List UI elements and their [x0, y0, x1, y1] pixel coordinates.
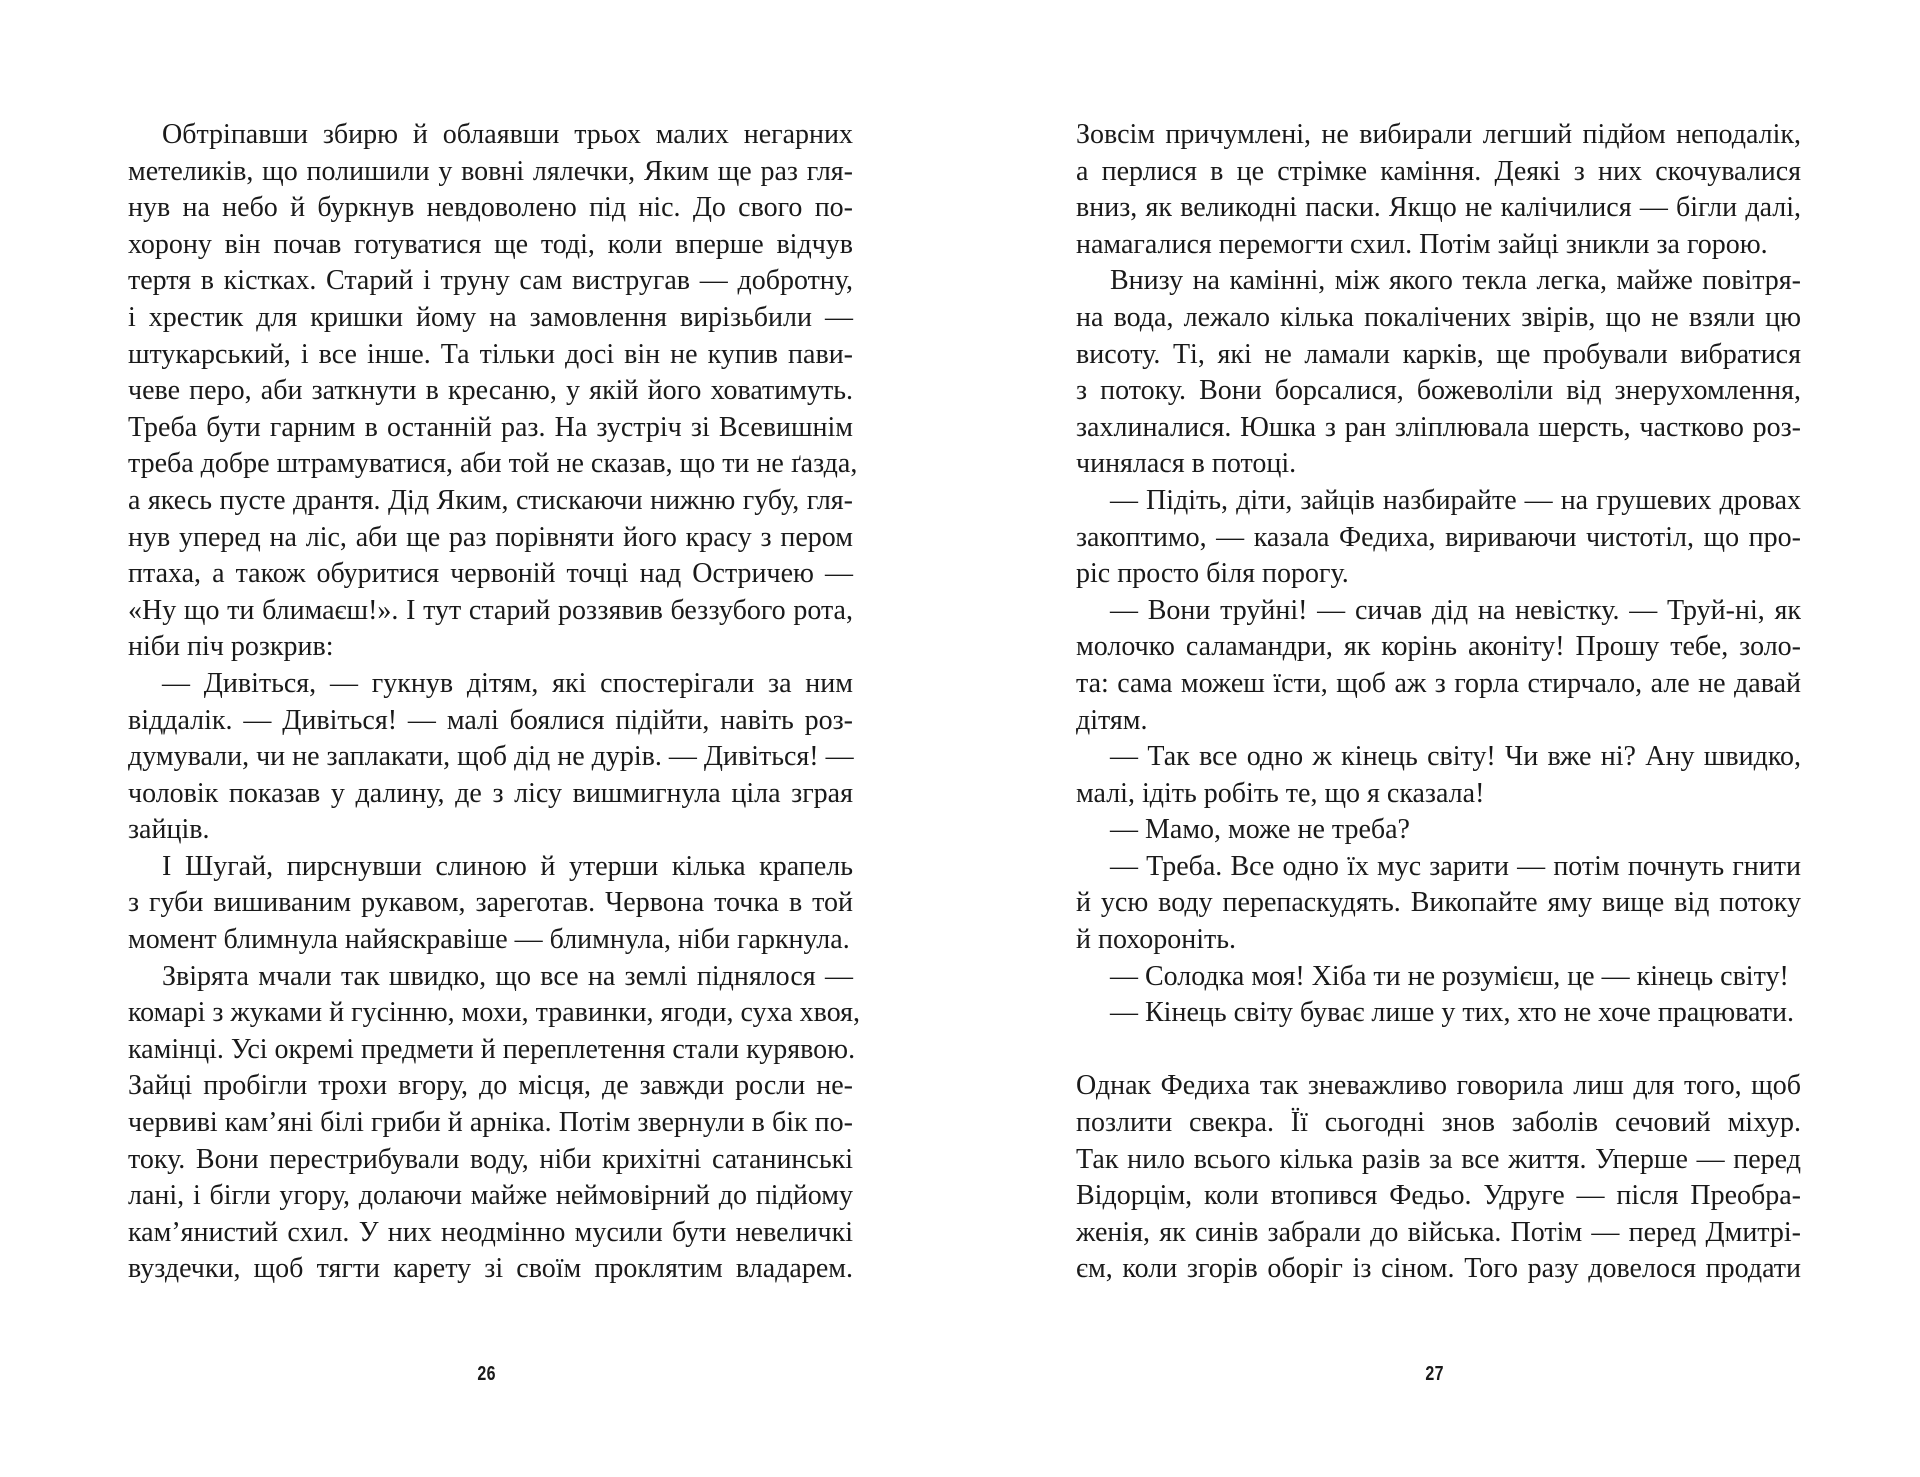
text-line: — Кінець світу буває лише у тих, хто не хоче працювати.: [1110, 997, 1794, 1029]
text-line: нув уперед на ліс, аби ще раз порівняти його красу з пером: [128, 521, 853, 553]
text-line: метеликів, що полишили у вовні лялечки, Яким ще раз гля-: [128, 155, 853, 187]
text-line: — Треба. Все одно їх мус зарити — потім почнуть гнити: [1110, 850, 1801, 882]
text-line: — Солодка моя! Хіба ти не розумієш, це — кінець світу!: [1110, 960, 1789, 992]
text-line: лані, і бігли угору, долаючи майже неймовірний до підйому: [128, 1180, 853, 1212]
text-line: «Ну що ти блимаєш!». І тут старий роззявив беззубого рота,: [128, 594, 853, 626]
text-line: штукарський, і все інше. Та тільки досі він не купив пави-: [128, 338, 853, 370]
text-line: зайців.: [128, 814, 210, 846]
text-line: кам’янистий схил. У них неодмінно мусили бути невеличкі: [128, 1216, 853, 1248]
text-line: чинялася в потоці.: [1076, 448, 1297, 480]
text-line: камінці. Усі окремі предмети й переплетення стали курявою.: [128, 1033, 856, 1065]
text-line: Відорцім, коли втопився Федьо. Удруге — після Преобра-: [1076, 1180, 1801, 1212]
left-page-number: 26: [477, 1363, 496, 1385]
text-line: женія, як синів забрали до війська. Потім — перед Дмитрі-: [1076, 1216, 1801, 1248]
text-line: — Мамо, може не треба?: [1110, 814, 1410, 846]
text-line: а якесь пусте дрантя. Дід Яким, стискаючи нижню губу, гля-: [128, 484, 853, 516]
text-line: і хрестик для кришки йому на замовлення вирізьбили —: [128, 301, 853, 333]
text-line: червиві кам’яні білі гриби й арніка. Потім звернули в бік по-: [128, 1107, 853, 1139]
text-line: вниз, як великодні паски. Якщо не калічилися — бігли далі,: [1076, 192, 1801, 224]
right-page-text: [1076, 117, 1801, 1288]
text-line: намагалися перемогти схил. Потім зайці зникли за горою.: [1076, 228, 1768, 260]
text-line: вуздечки, щоб тягти карету зі своїм проклятим владарем.: [128, 1253, 853, 1285]
text-line: думували, чи не заплакати, щоб дід не дурів. — Дивіться! —: [128, 741, 854, 773]
text-line: закоптимо, — казала Федиха, вириваючи чистотіл, що про-: [1076, 521, 1801, 553]
text-line: захлиналися. Юшка з ран зліплювала шерсть, частково роз-: [1076, 411, 1801, 443]
text-line: Обтріпавши збирю й облаявши трьох малих негарних: [162, 119, 853, 150]
text-line: треба добре штрамуватися, аби той не сказав, що ти не ґазда,: [128, 448, 858, 480]
text-line: молочко саламандри, як корінь аконіту! Прошу тебе, золо-: [1076, 631, 1801, 663]
text-line: комарі з жуками й гусінню, мохи, травинки, ягоди, суха хвоя,: [128, 997, 861, 1029]
text-line: Зайці пробігли трохи вгору, до місця, де завжди росли не-: [128, 1070, 853, 1102]
text-line: току. Вони перестрибували воду, ніби крихітні сатанинські: [128, 1143, 853, 1175]
text-line: І Шугай, пирснувши слиною й утерши кілька крапель: [162, 850, 853, 882]
text-line: чоловік показав у далину, де з лісу вишмигнула ціла зграя: [128, 777, 853, 809]
text-line: — Дивіться, — гукнув дітям, які спостерігали за ним: [162, 667, 853, 699]
text-line: та: сама можеш їсти, щоб аж з горла стирчало, але не давай: [1076, 667, 1801, 699]
text-line: й усю воду перепаскудять. Викопайте яму вище від потоку: [1076, 887, 1801, 919]
text-line: малі, ідіть робіть те, що я сказала!: [1076, 777, 1485, 809]
text-line: Зовсім причумлені, не вибирали легший підйом неподалік,: [1076, 119, 1801, 150]
right-page-number: 27: [1425, 1363, 1444, 1385]
text-line: Треба бути гарним в останній раз. На зустріч зі Всевишнім: [128, 411, 853, 443]
text-line: Звірята мчали так швидко, що все на землі піднялося —: [162, 960, 853, 992]
text-line: ріс просто біля порогу.: [1076, 558, 1349, 590]
text-line: момент блимнула найяскравіше — блимнула, ніби гаркнула.: [128, 924, 850, 956]
text-line: позлити свекра. Її сьогодні знов заболів сечовий міхур.: [1076, 1107, 1801, 1139]
text-line: Так нило всього кілька разів за все життя. Уперше — перед: [1076, 1143, 1801, 1175]
text-line: — Так все одно ж кінець світу! Чи вже ні? Ану швидко,: [1110, 741, 1801, 773]
text-line: — Вони труйні! — сичав дід на невістку. — Труй-ні, як: [1110, 594, 1801, 626]
text-line: ніби піч розкрив:: [128, 631, 334, 663]
text-line: висоту. Ті, які не ламали карків, ще пробували вибратися: [1076, 338, 1801, 370]
text-line: тертя в кістках. Старий і труну сам вистругав — добротну,: [128, 265, 853, 297]
text-line: птаха, а також обуритися червоній точці над Остричею —: [128, 558, 853, 590]
text-line: єм, коли згорів оборіг із сіном. Того разу довелося продати: [1076, 1253, 1801, 1285]
text-line: Внизу на камінні, між якого текла легка, майже повітря-: [1110, 265, 1801, 297]
text-line: хорону він почав готуватися ще тоді, коли вперше відчув: [128, 228, 853, 260]
text-line: — Підіть, діти, зайців назбирайте — на грушевих дровах: [1110, 484, 1801, 516]
text-line: з губи вишиваним рукавом, зареготав. Червона точка в той: [128, 887, 853, 919]
text-line: а перлися в це стрімке каміння. Деякі з них скочувалися: [1076, 155, 1801, 187]
text-line: на вода, лежало кілька покалічених звірів, що не взяли цю: [1076, 301, 1801, 333]
text-line: нув на небо й буркнув невдоволено під ніс. До свого по-: [128, 192, 853, 224]
left-page-text: [128, 117, 861, 1288]
text-line: з потоку. Вони борсалися, божеволіли від знерухомлення,: [1076, 375, 1801, 407]
text-line: віддалік. — Дивіться! — малі боялися підійти, навіть роз-: [128, 704, 853, 736]
text-line: й похороніть.: [1076, 924, 1236, 956]
paragraph-gap: [1076, 1032, 1801, 1069]
text-line: чеве перо, аби заткнути в кресаню, у якій його ховатимуть.: [128, 375, 853, 407]
text-line: дітям.: [1076, 704, 1148, 736]
text-line: Однак Федиха так зневажливо говорила лиш для того, щоб: [1076, 1070, 1801, 1102]
right-page: [960, 0, 1920, 1477]
